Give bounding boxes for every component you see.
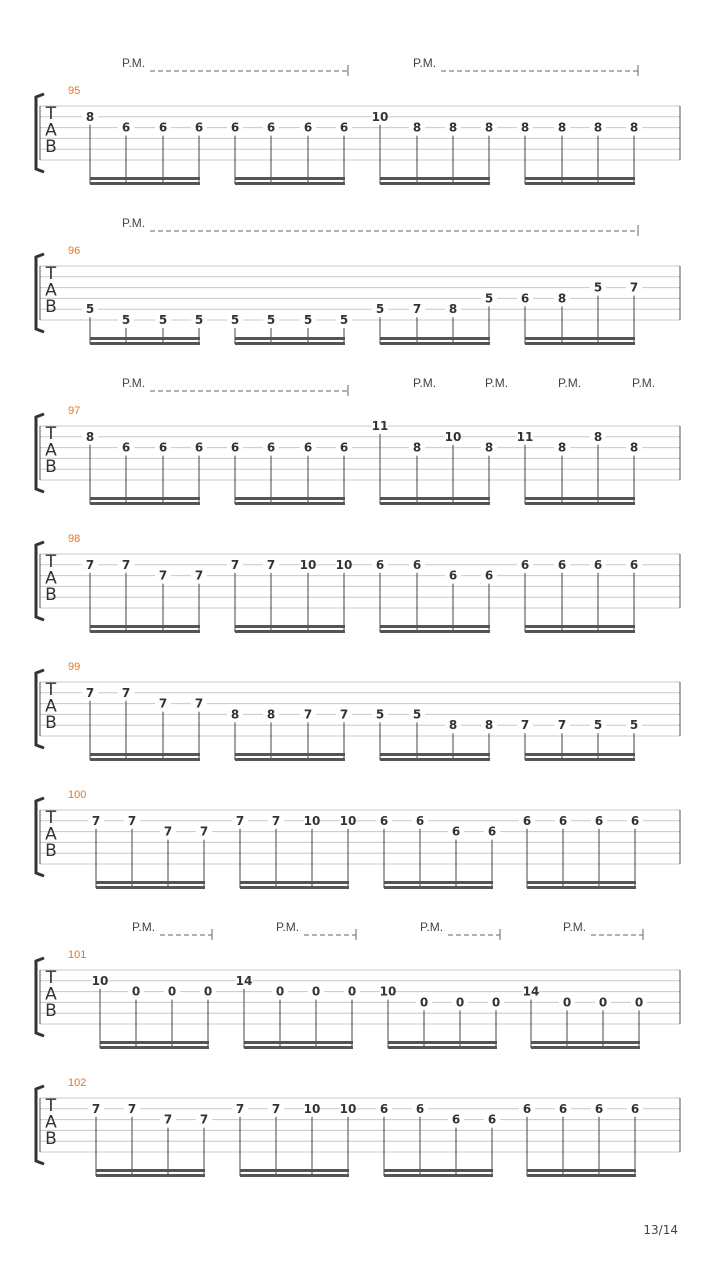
tab-clef-letter: B: [45, 297, 57, 317]
beam-secondary: [527, 1174, 636, 1177]
fret-number: 7: [303, 707, 313, 722]
measure-number: 95: [68, 85, 81, 97]
beam-secondary: [90, 182, 200, 185]
beam-secondary: [380, 182, 490, 185]
palm-mute-label: P.M.: [558, 376, 582, 390]
fret-number: 7: [85, 557, 95, 572]
fret-number: 10: [444, 429, 462, 444]
fret-number: 6: [630, 813, 640, 828]
fret-number: 0: [131, 984, 141, 999]
fret-number: 6: [520, 291, 530, 306]
fret-number: 6: [558, 813, 568, 828]
fret-number: 6: [230, 120, 240, 135]
fret-number: 6: [121, 440, 131, 455]
tab-clef-letter: B: [45, 841, 57, 861]
palm-mute-label: P.M.: [132, 920, 156, 934]
fret-number: 7: [163, 824, 173, 839]
fret-number: 11: [516, 429, 534, 444]
tab-clef-letter: A: [45, 120, 57, 141]
fret-number: 8: [557, 120, 567, 135]
fret-number: 5: [194, 313, 204, 327]
fret-number: 7: [199, 824, 209, 839]
fret-number: 5: [230, 313, 240, 327]
fret-number: 6: [448, 568, 458, 583]
fret-number: 10: [339, 813, 357, 828]
fret-number: 6: [266, 120, 276, 135]
beam-primary: [240, 881, 349, 884]
tab-clef-letter: A: [45, 984, 57, 1005]
fret-number: 0: [455, 995, 465, 1010]
tab-clef-letter: A: [45, 280, 57, 301]
fret-number: 8: [484, 440, 494, 455]
palm-mute-label: P.M.: [122, 56, 146, 70]
fret-number: 6: [379, 1101, 389, 1116]
fret-number: 6: [487, 1112, 497, 1127]
beam-secondary: [90, 630, 200, 633]
fret-number: 6: [630, 1101, 640, 1116]
beam-secondary: [525, 758, 635, 761]
fret-number: 5: [158, 313, 168, 327]
fret-number: 11: [371, 419, 389, 433]
beam-secondary: [380, 630, 490, 633]
beam-primary: [240, 1169, 349, 1172]
beam-primary: [380, 337, 490, 340]
beam-primary: [90, 625, 200, 628]
fret-number: 6: [415, 813, 425, 828]
fret-number: 0: [562, 995, 572, 1010]
fret-number: 5: [593, 718, 603, 733]
fret-number: 5: [593, 280, 603, 295]
fret-number: 7: [85, 685, 95, 700]
measure-number: 100: [68, 789, 87, 801]
measure-number: 98: [68, 533, 81, 545]
beam-primary: [235, 337, 345, 340]
tab-system-99: [36, 661, 680, 761]
fret-number: 10: [91, 973, 109, 988]
fret-number: 7: [629, 280, 639, 295]
fret-number: 7: [163, 1112, 173, 1127]
fret-number: 0: [203, 984, 213, 999]
beam-primary: [96, 1169, 205, 1172]
fret-number: 8: [629, 440, 639, 455]
beam-primary: [525, 337, 635, 340]
beam-primary: [235, 753, 345, 756]
fret-number: 8: [629, 120, 639, 135]
palm-mute-label: P.M.: [420, 920, 444, 934]
fret-number: 8: [85, 429, 95, 444]
beam-secondary: [90, 502, 200, 505]
beam-primary: [380, 625, 490, 628]
fret-number: 6: [451, 824, 461, 839]
tab-clef-letter: B: [45, 713, 57, 733]
fret-number: 0: [634, 995, 644, 1010]
fret-number: 8: [520, 120, 530, 135]
beam-secondary: [235, 502, 345, 505]
fret-number: 7: [339, 707, 349, 722]
beam-primary: [380, 497, 490, 500]
fret-number: 5: [375, 707, 385, 722]
fret-number: 5: [375, 302, 385, 317]
fret-number: 5: [303, 313, 313, 327]
fret-number: 0: [311, 984, 321, 999]
tab-system-97: [36, 376, 680, 505]
fret-number: 7: [194, 568, 204, 583]
palm-mute-label: P.M.: [276, 920, 300, 934]
fret-number: 8: [266, 707, 276, 722]
measure-number: 101: [68, 949, 87, 961]
fret-number: 7: [199, 1112, 209, 1127]
beam-secondary: [235, 630, 345, 633]
fret-number: 6: [266, 440, 276, 455]
beam-primary: [527, 881, 636, 884]
palm-mute-label: P.M.: [485, 376, 509, 390]
fret-number: 10: [303, 813, 321, 828]
fret-number: 6: [522, 813, 532, 828]
fret-number: 5: [339, 313, 349, 327]
tab-system-101: [36, 920, 680, 1049]
fret-number: 8: [230, 707, 240, 722]
fret-number: 6: [194, 440, 204, 455]
fret-number: 10: [339, 1101, 357, 1116]
tab-clef-letter: T: [45, 264, 57, 284]
measure-number: 97: [68, 405, 81, 417]
fret-number: 6: [484, 568, 494, 583]
fret-number: 8: [593, 429, 603, 444]
palm-mute-label: P.M.: [632, 376, 656, 390]
fret-number: 6: [451, 1112, 461, 1127]
beam-secondary: [527, 886, 636, 889]
measure-number: 99: [68, 661, 81, 673]
tab-clef-letter: T: [45, 968, 57, 988]
beam-primary: [90, 177, 200, 180]
beam-primary: [525, 625, 635, 628]
tab-system-98: [36, 533, 680, 633]
beam-primary: [100, 1041, 209, 1044]
fret-number: 6: [594, 1101, 604, 1116]
beam-primary: [531, 1041, 640, 1044]
fret-number: 6: [520, 557, 530, 572]
fret-number: 7: [271, 813, 281, 828]
beam-secondary: [525, 182, 635, 185]
beam-secondary: [380, 342, 490, 345]
beam-primary: [235, 497, 345, 500]
palm-mute-label: P.M.: [122, 216, 146, 230]
fret-number: 5: [266, 313, 276, 327]
fret-number: 8: [448, 718, 458, 733]
beam-secondary: [380, 758, 490, 761]
fret-number: 7: [271, 1101, 281, 1116]
tab-clef-letter: A: [45, 824, 57, 845]
fret-number: 5: [629, 718, 639, 733]
beam-secondary: [90, 758, 200, 761]
tab-clef-letter: B: [45, 1001, 57, 1021]
fret-number: 7: [127, 1101, 137, 1116]
fret-number: 14: [235, 973, 253, 988]
beam-secondary: [531, 1046, 640, 1049]
fret-number: 0: [275, 984, 285, 999]
fret-number: 6: [339, 440, 349, 455]
fret-number: 8: [85, 109, 95, 124]
beam-secondary: [525, 630, 635, 633]
beam-secondary: [96, 1174, 205, 1177]
fret-number: 6: [303, 440, 313, 455]
fret-number: 6: [375, 557, 385, 572]
fret-number: 7: [91, 1101, 101, 1116]
fret-number: 8: [557, 291, 567, 306]
fret-number: 6: [158, 120, 168, 135]
measure-number: 102: [68, 1077, 87, 1089]
tab-clef-letter: A: [45, 1112, 57, 1133]
beam-secondary: [100, 1046, 209, 1049]
fret-number: 8: [593, 120, 603, 135]
fret-number: 0: [347, 984, 357, 999]
fret-number: 8: [448, 302, 458, 317]
fret-number: 6: [629, 557, 639, 572]
fret-number: 0: [419, 995, 429, 1010]
beam-secondary: [380, 502, 490, 505]
beam-primary: [525, 497, 635, 500]
fret-number: 7: [266, 557, 276, 572]
fret-number: 6: [303, 120, 313, 135]
beam-secondary: [384, 886, 493, 889]
beam-secondary: [235, 758, 345, 761]
fret-number: 6: [121, 120, 131, 135]
beam-primary: [384, 881, 493, 884]
fret-number: 8: [412, 440, 422, 455]
palm-mute-label: P.M.: [413, 376, 437, 390]
beam-primary: [380, 177, 490, 180]
beam-secondary: [240, 886, 349, 889]
fret-number: 10: [371, 109, 389, 124]
fret-number: 8: [484, 120, 494, 135]
beam-primary: [90, 753, 200, 756]
fret-number: 6: [158, 440, 168, 455]
palm-mute-label: P.M.: [122, 376, 146, 390]
fret-number: 14: [522, 984, 540, 999]
beam-secondary: [235, 182, 345, 185]
beam-secondary: [90, 342, 200, 345]
tab-clef-letter: T: [45, 424, 57, 444]
beam-secondary: [240, 1174, 349, 1177]
fret-number: 7: [158, 568, 168, 583]
beam-primary: [90, 337, 200, 340]
tab-clef-letter: T: [45, 1096, 57, 1116]
fret-number: 7: [520, 718, 530, 733]
tab-clef-letter: T: [45, 808, 57, 828]
fret-number: 7: [230, 557, 240, 572]
tab-clef-letter: B: [45, 137, 57, 157]
fret-number: 7: [194, 696, 204, 711]
fret-number: 6: [415, 1101, 425, 1116]
beam-primary: [244, 1041, 353, 1044]
fret-number: 6: [379, 813, 389, 828]
fret-number: 10: [335, 557, 353, 572]
beam-primary: [525, 177, 635, 180]
tab-clef-letter: T: [45, 680, 57, 700]
fret-number: 6: [412, 557, 422, 572]
tab-clef-letter: B: [45, 457, 57, 477]
fret-number: 6: [594, 813, 604, 828]
tab-clef-letter: T: [45, 104, 57, 124]
fret-number: 6: [558, 1101, 568, 1116]
measure-number: 96: [68, 245, 81, 257]
fret-number: 5: [412, 707, 422, 722]
beam-primary: [525, 753, 635, 756]
beam-primary: [388, 1041, 497, 1044]
beam-primary: [96, 881, 205, 884]
fret-number: 10: [379, 984, 397, 999]
tab-clef-letter: T: [45, 552, 57, 572]
page-number: 13/14: [643, 1223, 678, 1237]
fret-number: 7: [121, 685, 131, 700]
beam-secondary: [525, 342, 635, 345]
beam-secondary: [244, 1046, 353, 1049]
tab-system-95: [36, 56, 680, 185]
tab-clef-letter: A: [45, 440, 57, 461]
beam-primary: [384, 1169, 493, 1172]
tab-system-102: [36, 1077, 680, 1177]
fret-number: 5: [484, 291, 494, 306]
tab-clef-letter: A: [45, 696, 57, 717]
beam-secondary: [384, 1174, 493, 1177]
tab-clef-letter: A: [45, 568, 57, 589]
fret-number: 8: [557, 440, 567, 455]
fret-number: 7: [235, 1101, 245, 1116]
tab-system-100: [36, 789, 680, 889]
beam-secondary: [388, 1046, 497, 1049]
fret-number: 0: [167, 984, 177, 999]
fret-number: 6: [339, 120, 349, 135]
tab-clef-letter: B: [45, 585, 57, 605]
tab-system-96: [36, 216, 680, 345]
tab-clef-letter: B: [45, 1129, 57, 1149]
fret-number: 6: [593, 557, 603, 572]
beam-primary: [90, 497, 200, 500]
fret-number: 8: [448, 120, 458, 135]
fret-number: 7: [91, 813, 101, 828]
fret-number: 6: [557, 557, 567, 572]
fret-number: 10: [303, 1101, 321, 1116]
beam-secondary: [525, 502, 635, 505]
fret-number: 6: [194, 120, 204, 135]
fret-number: 7: [412, 302, 422, 317]
beam-secondary: [96, 886, 205, 889]
fret-number: 10: [299, 557, 317, 572]
fret-number: 5: [121, 313, 131, 327]
fret-number: 7: [158, 696, 168, 711]
beam-primary: [235, 625, 345, 628]
fret-number: 5: [85, 302, 95, 317]
fret-number: 0: [598, 995, 608, 1010]
beam-secondary: [235, 342, 345, 345]
beam-primary: [235, 177, 345, 180]
fret-number: 6: [487, 824, 497, 839]
fret-number: 8: [484, 718, 494, 733]
palm-mute-label: P.M.: [413, 56, 437, 70]
fret-number: 7: [121, 557, 131, 572]
fret-number: 7: [127, 813, 137, 828]
fret-number: 0: [491, 995, 501, 1010]
fret-number: 6: [230, 440, 240, 455]
fret-number: 7: [235, 813, 245, 828]
beam-primary: [380, 753, 490, 756]
fret-number: 8: [412, 120, 422, 135]
fret-number: 7: [557, 718, 567, 733]
palm-mute-label: P.M.: [563, 920, 587, 934]
beam-primary: [527, 1169, 636, 1172]
fret-number: 6: [522, 1101, 532, 1116]
